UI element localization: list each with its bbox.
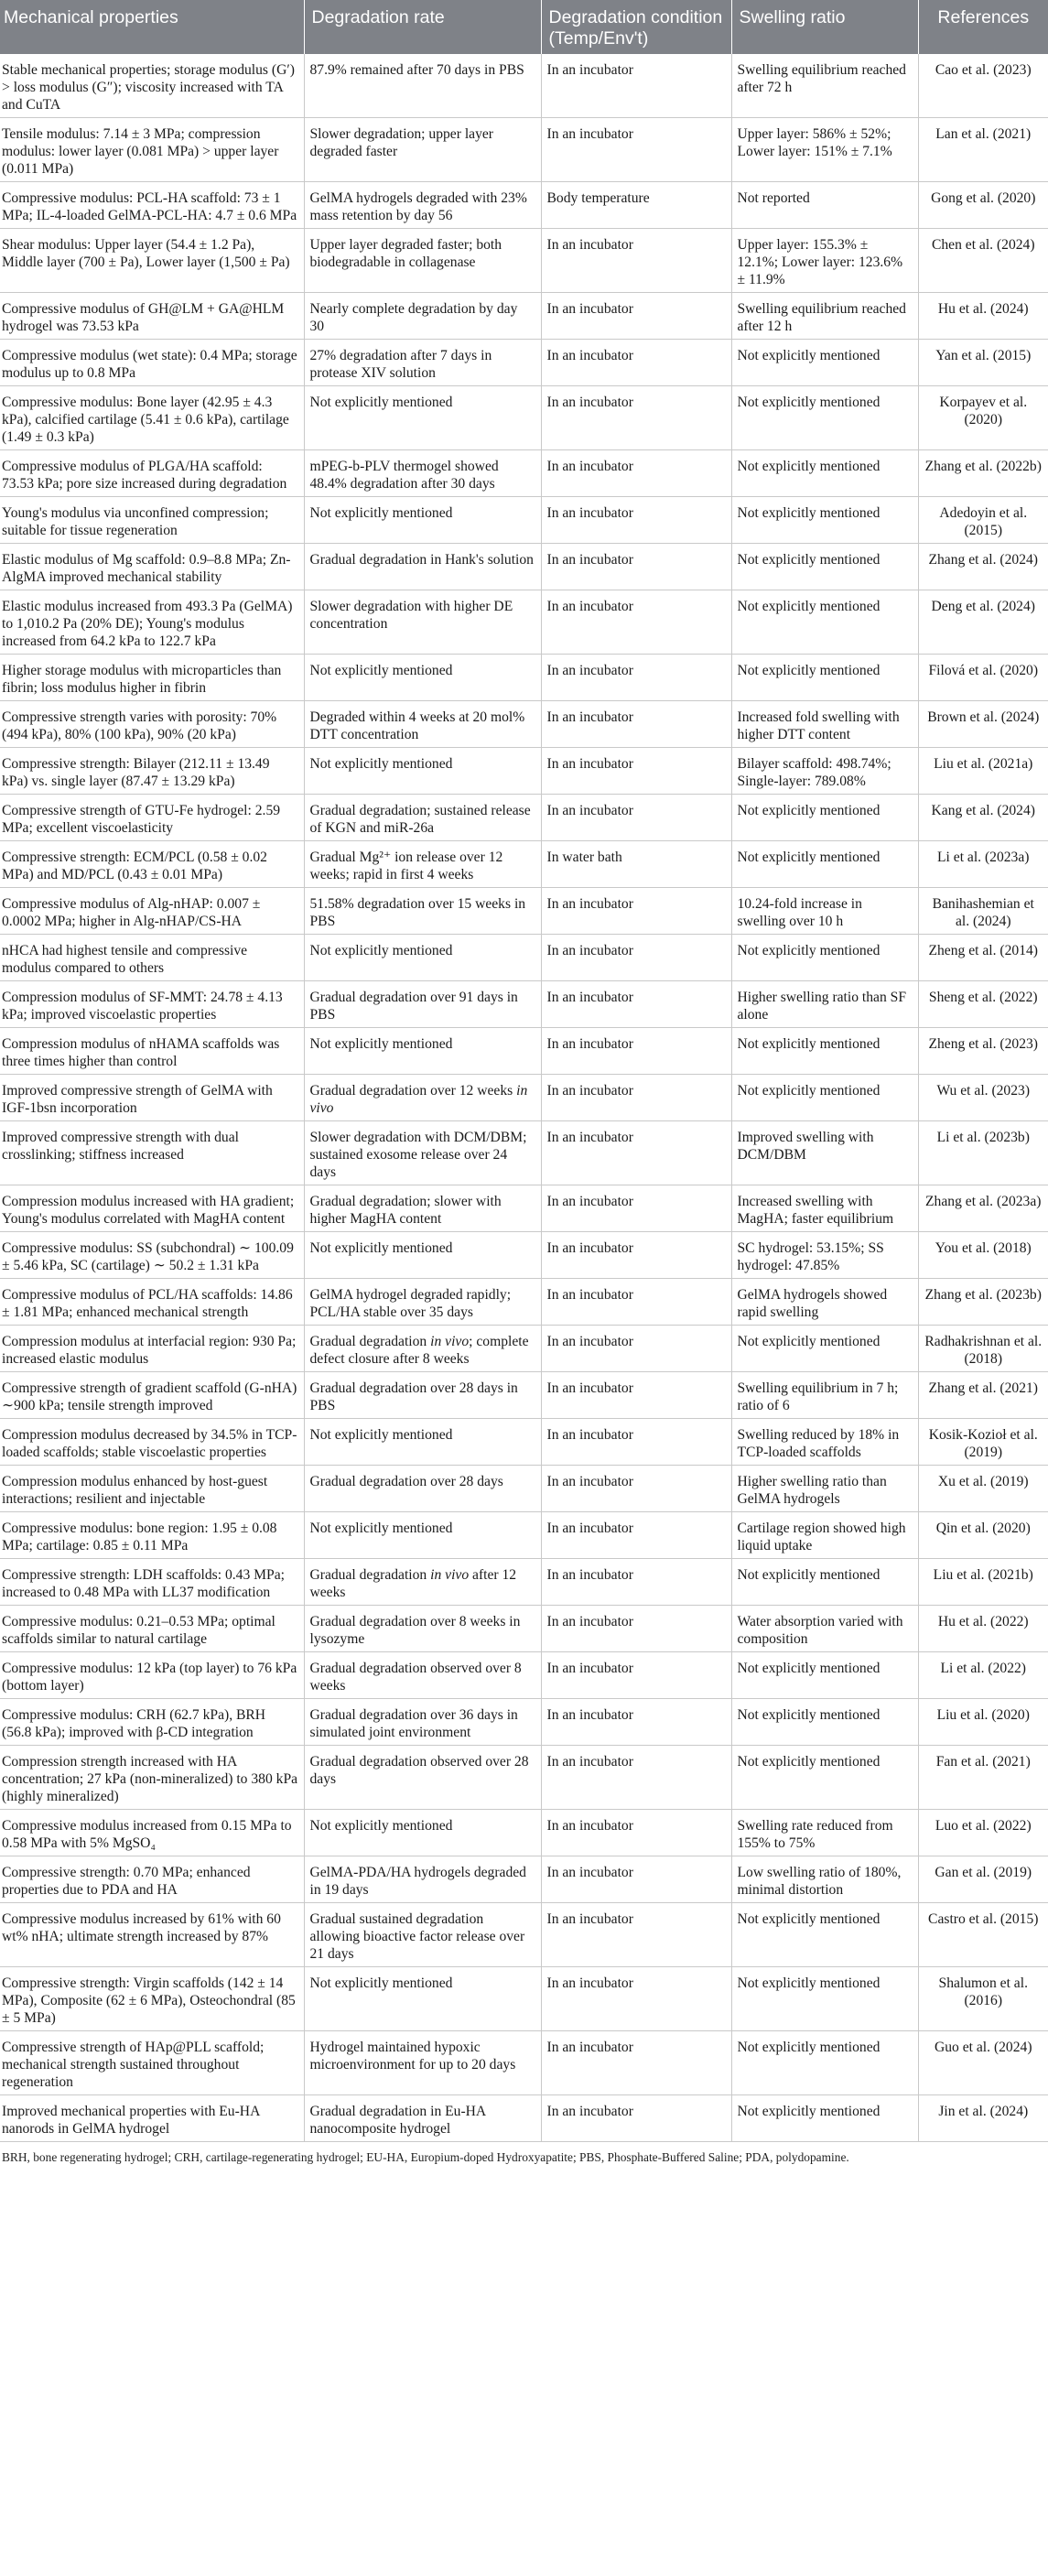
cell-degradation-rate (304, 1559, 541, 1606)
table-row (0, 54, 1048, 118)
table-header (0, 0, 1048, 54)
cell-swelling-ratio: Not explicitly mentioned (731, 2031, 918, 2095)
cell-degradation-condition: In an incubator (541, 118, 731, 182)
degradation-text: Gradual degradation (309, 1567, 427, 1583)
cell-degradation-condition: In an incubator (541, 544, 731, 590)
degradation-text: Gradual degradation over 12 weeks (309, 1083, 513, 1099)
cell-degradation-condition: In an incubator (541, 1232, 731, 1279)
cell-reference: Chen et al. (2024) (918, 229, 1048, 293)
cell-degradation-rate: Not explicitly mentioned (304, 497, 541, 544)
cell-swelling-ratio: Not explicitly mentioned (731, 590, 918, 655)
cell-degradation-rate: Slower degradation with higher DE concentration (304, 590, 541, 655)
cell-mechanical-properties: Improved mechanical properties with Eu-HA nanorods in GelMA hydrogel (0, 2095, 304, 2142)
degradation-tail-text: ; complete defect closure after 8 weeks (309, 1334, 529, 1367)
cell-reference: Kang et al. (2024) (918, 795, 1048, 841)
cell-reference: Qin et al. (2020) (918, 1512, 1048, 1559)
cell-degradation-condition: In an incubator (541, 701, 731, 748)
table-row (0, 1559, 1048, 1606)
cell-swelling-ratio: Higher swelling ratio than GelMA hydrogels (731, 1466, 918, 1512)
cell-degradation-condition: In an incubator (541, 340, 731, 386)
header-swelling-ratio: Swelling ratio (731, 0, 918, 54)
cell-mechanical-properties: Compressive modulus: 0.21–0.53 MPa; optimal scaffolds similar to natural cartilage (0, 1606, 304, 1652)
cell-reference: You et al. (2018) (918, 1232, 1048, 1279)
table-row (0, 1121, 1048, 1185)
cell-reference: Brown et al. (2024) (918, 701, 1048, 748)
cell-mechanical-properties: Compressive modulus: 12 kPa (top layer) to 76 kPa (bottom layer) (0, 1652, 304, 1699)
cell-degradation-condition: In an incubator (541, 981, 731, 1028)
cell-degradation-condition: In an incubator (541, 655, 731, 701)
header-row (0, 0, 1048, 54)
cell-degradation-condition: In an incubator (541, 1810, 731, 1856)
cell-swelling-ratio: Not explicitly mentioned (731, 1652, 918, 1699)
cell-degradation-condition: In an incubator (541, 497, 731, 544)
cell-degradation-condition: In an incubator (541, 1606, 731, 1652)
cell-swelling-ratio: Increased swelling with MagHA; faster equilibrium (731, 1185, 918, 1232)
cell-mechanical-properties: Higher storage modulus with microparticles than fibrin; loss modulus higher in fibrin (0, 655, 304, 701)
cell-swelling-ratio: Not explicitly mentioned (731, 1326, 918, 1372)
cell-degradation-condition: In an incubator (541, 1028, 731, 1075)
cell-swelling-ratio: Improved swelling with DCM/DBM (731, 1121, 918, 1185)
table-row (0, 795, 1048, 841)
table-row (0, 1466, 1048, 1512)
cell-degradation-rate: Hydrogel maintained hypoxic microenvironment for up to 20 days (304, 2031, 541, 2095)
header-degradation-condition: Degradation condition (Temp/Env't) (541, 0, 731, 54)
cell-degradation-condition: In an incubator (541, 748, 731, 795)
cell-degradation-rate: Not explicitly mentioned (304, 935, 541, 981)
cell-degradation-rate: Not explicitly mentioned (304, 1967, 541, 2031)
cell-reference: Liu et al. (2021a) (918, 748, 1048, 795)
table-footnote: BRH, bone regenerating hydrogel; CRH, cartilage-regenerating hydrogel; EU-HA, Europium-doped Hydroxyapatite; PBS, Phosphate-Buffered Saline; PDA, polydopamine. (2, 2150, 849, 2164)
cell-reference: Yan et al. (2015) (918, 340, 1048, 386)
cell-degradation-condition: Body temperature (541, 182, 731, 229)
table-row (0, 1279, 1048, 1326)
cell-swelling-ratio: Not explicitly mentioned (731, 340, 918, 386)
cell-reference: Wu et al. (2023) (918, 1075, 1048, 1121)
cell-mechanical-properties: Improved compressive strength of GelMA with IGF-1bsn incorporation (0, 1075, 304, 1121)
table-row (0, 1232, 1048, 1279)
cell-mechanical-properties: Compressive strength: Bilayer (212.11 ± 13.49 kPa) vs. single layer (87.47 ± 13.29 kPa) (0, 748, 304, 795)
cell-degradation-rate: Gradual degradation in Hank's solution (304, 544, 541, 590)
table-row (0, 1967, 1048, 2031)
cell-reference: Sheng et al. (2022) (918, 981, 1048, 1028)
table-row (0, 1746, 1048, 1810)
cell-reference: Fan et al. (2021) (918, 1746, 1048, 1810)
header-references: References (918, 0, 1048, 54)
cell-reference: Li et al. (2022) (918, 1652, 1048, 1699)
cell-reference: Hu et al. (2022) (918, 1606, 1048, 1652)
cell-swelling-ratio: Not explicitly mentioned (731, 450, 918, 497)
cell-reference: Kosik-Kozioł et al. (2019) (918, 1419, 1048, 1466)
cell-mechanical-properties: Elastic modulus increased from 493.3 Pa (GelMA) to 1,010.2 Pa (20% DE); Young's modulus increased from 64.2 kPa to 122.7 kPa (0, 590, 304, 655)
cell-reference: Zhang et al. (2024) (918, 544, 1048, 590)
header-mechanical-properties: Mechanical properties (0, 0, 304, 54)
cell-swelling-ratio: Not explicitly mentioned (731, 1559, 918, 1606)
cell-mechanical-properties: Compressive modulus of PCL/HA scaffolds: 14.86 ± 1.81 MPa; enhanced mechanical strength (0, 1279, 304, 1326)
cell-degradation-condition: In an incubator (541, 450, 731, 497)
cell-degradation-rate (304, 1326, 541, 1372)
cell-mechanical-properties: Compressive modulus: PCL-HA scaffold: 73 ± 1 MPa; IL-4-loaded GelMA-PCL-HA: 4.7 ± 0.6 MPa (0, 182, 304, 229)
cell-mechanical-properties: Compressive modulus increased by 61% with 60 wt% nHA; ultimate strength increased by 87% (0, 1903, 304, 1967)
cell-degradation-rate: Upper layer degraded faster; both biodegradable in collagenase (304, 229, 541, 293)
cell-mechanical-properties: Compressive modulus of Alg-nHAP: 0.007 ± 0.0002 MPa; higher in Alg-nHAP/CS-HA (0, 888, 304, 935)
cell-swelling-ratio: Not explicitly mentioned (731, 544, 918, 590)
cell-degradation-rate: Gradual degradation over 28 days (304, 1466, 541, 1512)
cell-swelling-ratio: Not explicitly mentioned (731, 1028, 918, 1075)
cell-degradation-rate: Not explicitly mentioned (304, 386, 541, 450)
in-vivo-text: in vivo (430, 1334, 470, 1349)
cell-swelling-ratio: Swelling equilibrium reached after 72 h (731, 54, 918, 118)
cell-degradation-condition: In an incubator (541, 293, 731, 340)
cell-degradation-condition: In an incubator (541, 1699, 731, 1746)
cell-degradation-rate: Gradual sustained degradation allowing bioactive factor release over 21 days (304, 1903, 541, 1967)
cell-mechanical-properties: Compressive modulus: SS (subchondral) ∼ 100.09 ± 5.46 kPa, SC (cartilage) ∼ 50.2 ± 1.31 kPa (0, 1232, 304, 1279)
cell-degradation-rate: Slower degradation with DCM/DBM; sustained exosome release over 24 days (304, 1121, 541, 1185)
cell-swelling-ratio: SC hydrogel: 53.15%; SS hydrogel: 47.85% (731, 1232, 918, 1279)
cell-degradation-condition: In an incubator (541, 1372, 731, 1419)
cell-degradation-rate: Gradual degradation over 28 days in PBS (304, 1372, 541, 1419)
cell-degradation-rate: Not explicitly mentioned (304, 655, 541, 701)
cell-degradation-condition: In an incubator (541, 590, 731, 655)
cell-mechanical-properties: Compressive strength varies with porosity: 70% (494 kPa), 80% (100 kPa), 90% (20 kPa) (0, 701, 304, 748)
cell-reference: Shalumon et al. (2016) (918, 1967, 1048, 2031)
cell-reference: Gan et al. (2019) (918, 1856, 1048, 1903)
cell-swelling-ratio: Not explicitly mentioned (731, 935, 918, 981)
table-row (0, 1028, 1048, 1075)
cell-degradation-rate: Not explicitly mentioned (304, 748, 541, 795)
cell-degradation-condition: In an incubator (541, 1121, 731, 1185)
cell-degradation-rate: Not explicitly mentioned (304, 1810, 541, 1856)
table-row (0, 888, 1048, 935)
table-row (0, 340, 1048, 386)
cell-degradation-rate: Not explicitly mentioned (304, 1419, 541, 1466)
table-row (0, 1075, 1048, 1121)
cell-degradation-rate: Gradual degradation over 36 days in simulated joint environment (304, 1699, 541, 1746)
table-row (0, 229, 1048, 293)
cell-degradation-rate: GelMA hydrogels degraded with 23% mass retention by day 56 (304, 182, 541, 229)
cell-swelling-ratio: Swelling reduced by 18% in TCP-loaded scaffolds (731, 1419, 918, 1466)
cell-mechanical-properties: Shear modulus: Upper layer (54.4 ± 1.2 Pa), Middle layer (700 ± Pa), Lower layer (1,500 ± Pa) (0, 229, 304, 293)
table-row (0, 655, 1048, 701)
cell-degradation-rate: Gradual degradation; sustained release of KGN and miR-26a (304, 795, 541, 841)
cell-degradation-condition: In an incubator (541, 1185, 731, 1232)
cell-swelling-ratio: Not explicitly mentioned (731, 1967, 918, 2031)
cell-reference: Zhang et al. (2023a) (918, 1185, 1048, 1232)
table-body (0, 54, 1048, 2142)
cell-degradation-rate: Gradual degradation in Eu-HA nanocomposite hydrogel (304, 2095, 541, 2142)
cell-reference: Korpayev et al. (2020) (918, 386, 1048, 450)
cell-degradation-rate: 51.58% degradation over 15 weeks in PBS (304, 888, 541, 935)
cell-swelling-ratio: Not explicitly mentioned (731, 655, 918, 701)
table-row (0, 450, 1048, 497)
cell-swelling-ratio: Water absorption varied with composition (731, 1606, 918, 1652)
cell-mechanical-properties: Compression modulus of SF-MMT: 24.78 ± 4.13 kPa; improved viscoelastic properties (0, 981, 304, 1028)
cell-swelling-ratio: Not explicitly mentioned (731, 795, 918, 841)
cell-reference: Adedoyin et al. (2015) (918, 497, 1048, 544)
table-row (0, 748, 1048, 795)
cell-degradation-condition: In an incubator (541, 1419, 731, 1466)
cell-swelling-ratio: Cartilage region showed high liquid uptake (731, 1512, 918, 1559)
table-row (0, 1856, 1048, 1903)
cell-degradation-condition: In an incubator (541, 1326, 731, 1372)
cell-mechanical-properties: Compressive strength of gradient scaffold (G-nHA) ∼900 kPa; tensile strength improved (0, 1372, 304, 1419)
cell-mechanical-properties: Compressive modulus of PLGA/HA scaffold: 73.53 kPa; pore size increased during degradation (0, 450, 304, 497)
cell-degradation-rate: Not explicitly mentioned (304, 1232, 541, 1279)
cell-mechanical-properties: Compressive modulus: bone region: 1.95 ± 0.08 MPa; cartilage: 0.85 ± 0.11 MPa (0, 1512, 304, 1559)
in-vivo-text: in vivo (309, 1083, 528, 1116)
cell-reference: Liu et al. (2020) (918, 1699, 1048, 1746)
cell-reference: Jin et al. (2024) (918, 2095, 1048, 2142)
cell-degradation-rate: Nearly complete degradation by day 30 (304, 293, 541, 340)
cell-degradation-rate: 27% degradation after 7 days in protease XIV solution (304, 340, 541, 386)
cell-mechanical-properties: Compressive modulus: CRH (62.7 kPa), BRH (56.8 kPa); improved with β-CD integration (0, 1699, 304, 1746)
cell-degradation-condition: In an incubator (541, 386, 731, 450)
cell-degradation-condition: In an incubator (541, 1075, 731, 1121)
cell-reference: Zhang et al. (2021) (918, 1372, 1048, 1419)
cell-degradation-rate: 87.9% remained after 70 days in PBS (304, 54, 541, 118)
header-degradation-rate: Degradation rate (304, 0, 541, 54)
cell-mechanical-properties: Compression modulus increased with HA gradient; Young's modulus correlated with MagHA content (0, 1185, 304, 1232)
cell-degradation-rate (304, 1075, 541, 1121)
cell-swelling-ratio: 10.24-fold increase in swelling over 10 h (731, 888, 918, 935)
cell-degradation-condition: In an incubator (541, 935, 731, 981)
cell-degradation-rate: Gradual degradation observed over 28 days (304, 1746, 541, 1810)
cell-swelling-ratio: Higher swelling ratio than SF alone (731, 981, 918, 1028)
table-row (0, 1419, 1048, 1466)
table-row (0, 935, 1048, 981)
table-row (0, 182, 1048, 229)
table-row (0, 1185, 1048, 1232)
cell-mechanical-properties: Compressive modulus of GH@LM + GA@HLM hydrogel was 73.53 kPa (0, 293, 304, 340)
cell-reference: Zheng et al. (2023) (918, 1028, 1048, 1075)
cell-swelling-ratio: Not explicitly mentioned (731, 497, 918, 544)
cell-mechanical-properties: Compressive modulus: Bone layer (42.95 ± 4.3 kPa), calcified cartilage (5.41 ± 0.6 kPa), cartilage (1.49 ± 0.3 kPa) (0, 386, 304, 450)
cell-degradation-rate: Gradual degradation observed over 8 weeks (304, 1652, 541, 1699)
table-row (0, 1652, 1048, 1699)
cell-reference: Radhakrishnan et al. (2018) (918, 1326, 1048, 1372)
cell-mechanical-properties: Compressive modulus increased from 0.15 MPa to 0.58 MPa with 5% MgSO₄ (0, 1810, 304, 1856)
cell-degradation-condition: In an incubator (541, 1967, 731, 2031)
cell-reference: Li et al. (2023b) (918, 1121, 1048, 1185)
cell-swelling-ratio: Upper layer: 155.3% ± 12.1%; Lower layer: 123.6% ± 11.9% (731, 229, 918, 293)
table-row (0, 1699, 1048, 1746)
cell-degradation-rate: Gradual degradation over 91 days in PBS (304, 981, 541, 1028)
cell-swelling-ratio: Not explicitly mentioned (731, 1746, 918, 1810)
cell-mechanical-properties: Compressive modulus (wet state): 0.4 MPa; storage modulus up to 0.8 MPa (0, 340, 304, 386)
table-row (0, 1372, 1048, 1419)
in-vivo-text: in vivo (430, 1567, 470, 1583)
cell-mechanical-properties: Compression modulus of nHAMA scaffolds was three times higher than control (0, 1028, 304, 1075)
table-row (0, 590, 1048, 655)
cell-degradation-condition: In an incubator (541, 1652, 731, 1699)
table-row (0, 497, 1048, 544)
cell-degradation-rate: Gradual degradation over 8 weeks in lysozyme (304, 1606, 541, 1652)
table-row (0, 1606, 1048, 1652)
cell-degradation-condition: In an incubator (541, 1746, 731, 1810)
cell-swelling-ratio: Not explicitly mentioned (731, 841, 918, 888)
cell-degradation-condition: In an incubator (541, 1903, 731, 1967)
table-row (0, 118, 1048, 182)
cell-mechanical-properties: nHCA had highest tensile and compressive modulus compared to others (0, 935, 304, 981)
cell-degradation-rate: Gradual degradation; slower with higher MagHA content (304, 1185, 541, 1232)
cell-mechanical-properties: Improved compressive strength with dual crosslinking; stiffness increased (0, 1121, 304, 1185)
cell-reference: Guo et al. (2024) (918, 2031, 1048, 2095)
table-row (0, 2095, 1048, 2142)
cell-degradation-condition: In an incubator (541, 2095, 731, 2142)
cell-reference: Xu et al. (2019) (918, 1466, 1048, 1512)
cell-degradation-condition: In an incubator (541, 795, 731, 841)
cell-mechanical-properties: Compression modulus at interfacial region: 930 Pa; increased elastic modulus (0, 1326, 304, 1372)
cell-mechanical-properties: Compressive strength of HAp@PLL scaffold; mechanical strength sustained throughout regeneration (0, 2031, 304, 2095)
table-row (0, 544, 1048, 590)
cell-swelling-ratio: GelMA hydrogels showed rapid swelling (731, 1279, 918, 1326)
cell-degradation-condition: In an incubator (541, 1466, 731, 1512)
cell-reference: Filová et al. (2020) (918, 655, 1048, 701)
table-row (0, 841, 1048, 888)
cell-degradation-condition: In an incubator (541, 2031, 731, 2095)
cell-swelling-ratio: Not explicitly mentioned (731, 1903, 918, 1967)
cell-mechanical-properties: Compressive strength of GTU-Fe hydrogel: 2.59 MPa; excellent viscoelasticity (0, 795, 304, 841)
cell-mechanical-properties: Elastic modulus of Mg scaffold: 0.9–8.8 MPa; Zn-AlgMA improved mechanical stability (0, 544, 304, 590)
cell-swelling-ratio: Not reported (731, 182, 918, 229)
cell-degradation-rate: Not explicitly mentioned (304, 1512, 541, 1559)
cell-degradation-condition: In an incubator (541, 54, 731, 118)
cell-mechanical-properties: Compression strength increased with HA concentration; 27 kPa (non-mineralized) to 380 kPa (highly mineralized) (0, 1746, 304, 1810)
cell-swelling-ratio: Not explicitly mentioned (731, 386, 918, 450)
cell-degradation-rate: GelMA hydrogel degraded rapidly; PCL/HA stable over 35 days (304, 1279, 541, 1326)
cell-degradation-rate: Slower degradation; upper layer degraded faster (304, 118, 541, 182)
cell-reference: Castro et al. (2015) (918, 1903, 1048, 1967)
cell-swelling-ratio: Low swelling ratio of 180%, minimal distortion (731, 1856, 918, 1903)
cell-reference: Hu et al. (2024) (918, 293, 1048, 340)
cell-degradation-rate: Degraded within 4 weeks at 20 mol% DTT concentration (304, 701, 541, 748)
table-row (0, 981, 1048, 1028)
cell-reference: Lan et al. (2021) (918, 118, 1048, 182)
cell-reference: Cao et al. (2023) (918, 54, 1048, 118)
cell-swelling-ratio: Bilayer scaffold: 498.74%; Single-layer: 789.08% (731, 748, 918, 795)
cell-degradation-rate: GelMA-PDA/HA hydrogels degraded in 19 days (304, 1856, 541, 1903)
cell-reference: Banihashemian et al. (2024) (918, 888, 1048, 935)
cell-swelling-ratio: Not explicitly mentioned (731, 1075, 918, 1121)
cell-mechanical-properties: Compressive strength: LDH scaffolds: 0.43 MPa; increased to 0.48 MPa with LL37 modification (0, 1559, 304, 1606)
table-row (0, 1512, 1048, 1559)
cell-reference: Luo et al. (2022) (918, 1810, 1048, 1856)
table-row (0, 386, 1048, 450)
cell-reference: Zhang et al. (2022b) (918, 450, 1048, 497)
cell-reference: Gong et al. (2020) (918, 182, 1048, 229)
cell-swelling-ratio: Swelling rate reduced from 155% to 75% (731, 1810, 918, 1856)
table-row (0, 1903, 1048, 1967)
cell-degradation-condition: In an incubator (541, 1856, 731, 1903)
degradation-tail-text: after 12 weeks (309, 1567, 517, 1600)
cell-swelling-ratio: Swelling equilibrium reached after 12 h (731, 293, 918, 340)
cell-swelling-ratio: Swelling equilibrium in 7 h; ratio of 6 (731, 1372, 918, 1419)
cell-reference: Zheng et al. (2014) (918, 935, 1048, 981)
cell-degradation-rate: Gradual Mg²⁺ ion release over 12 weeks; rapid in first 4 weeks (304, 841, 541, 888)
cell-mechanical-properties: Compressive strength: Virgin scaffolds (142 ± 14 MPa), Composite (62 ± 6 MPa), Osteochondral (85 ± 5 MPa) (0, 1967, 304, 2031)
cell-mechanical-properties: Tensile modulus: 7.14 ± 3 MPa; compression modulus: lower layer (0.081 MPa) > upper layer (0.011 MPa) (0, 118, 304, 182)
cell-swelling-ratio: Upper layer: 586% ± 52%; Lower layer: 151% ± 7.1% (731, 118, 918, 182)
cell-mechanical-properties: Compression modulus enhanced by host-guest interactions; resilient and injectable (0, 1466, 304, 1512)
degradation-text: Gradual degradation (309, 1334, 427, 1349)
cell-reference: Li et al. (2023a) (918, 841, 1048, 888)
cell-mechanical-properties: Compressive strength: ECM/PCL (0.58 ± 0.02 MPa) and MD/PCL (0.43 ± 0.01 MPa) (0, 841, 304, 888)
table-row (0, 293, 1048, 340)
cell-degradation-condition: In an incubator (541, 888, 731, 935)
cell-degradation-condition: In an incubator (541, 1512, 731, 1559)
cell-mechanical-properties: Compressive strength: 0.70 MPa; enhanced properties due to PDA and HA (0, 1856, 304, 1903)
cell-degradation-rate: mPEG-b-PLV thermogel showed 48.4% degradation after 30 days (304, 450, 541, 497)
table-row (0, 701, 1048, 748)
cell-swelling-ratio: Not explicitly mentioned (731, 1699, 918, 1746)
cell-mechanical-properties: Stable mechanical properties; storage modulus (G′) > loss modulus (G″); viscosity increased with TA and CuTA (0, 54, 304, 118)
cell-reference: Zhang et al. (2023b) (918, 1279, 1048, 1326)
cell-reference: Deng et al. (2024) (918, 590, 1048, 655)
cell-degradation-rate: Not explicitly mentioned (304, 1028, 541, 1075)
cell-swelling-ratio: Increased fold swelling with higher DTT content (731, 701, 918, 748)
cell-degradation-condition: In an incubator (541, 229, 731, 293)
cell-degradation-condition: In an incubator (541, 1559, 731, 1606)
cell-reference: Liu et al. (2021b) (918, 1559, 1048, 1606)
table-row (0, 1326, 1048, 1372)
cell-mechanical-properties: Young's modulus via unconfined compression; suitable for tissue regeneration (0, 497, 304, 544)
cell-swelling-ratio: Not explicitly mentioned (731, 2095, 918, 2142)
cell-mechanical-properties: Compression modulus decreased by 34.5% in TCP-loaded scaffolds; stable viscoelastic properties (0, 1419, 304, 1466)
table-row (0, 1810, 1048, 1856)
table-row (0, 2031, 1048, 2095)
cell-degradation-condition: In water bath (541, 841, 731, 888)
cell-degradation-condition: In an incubator (541, 1279, 731, 1326)
